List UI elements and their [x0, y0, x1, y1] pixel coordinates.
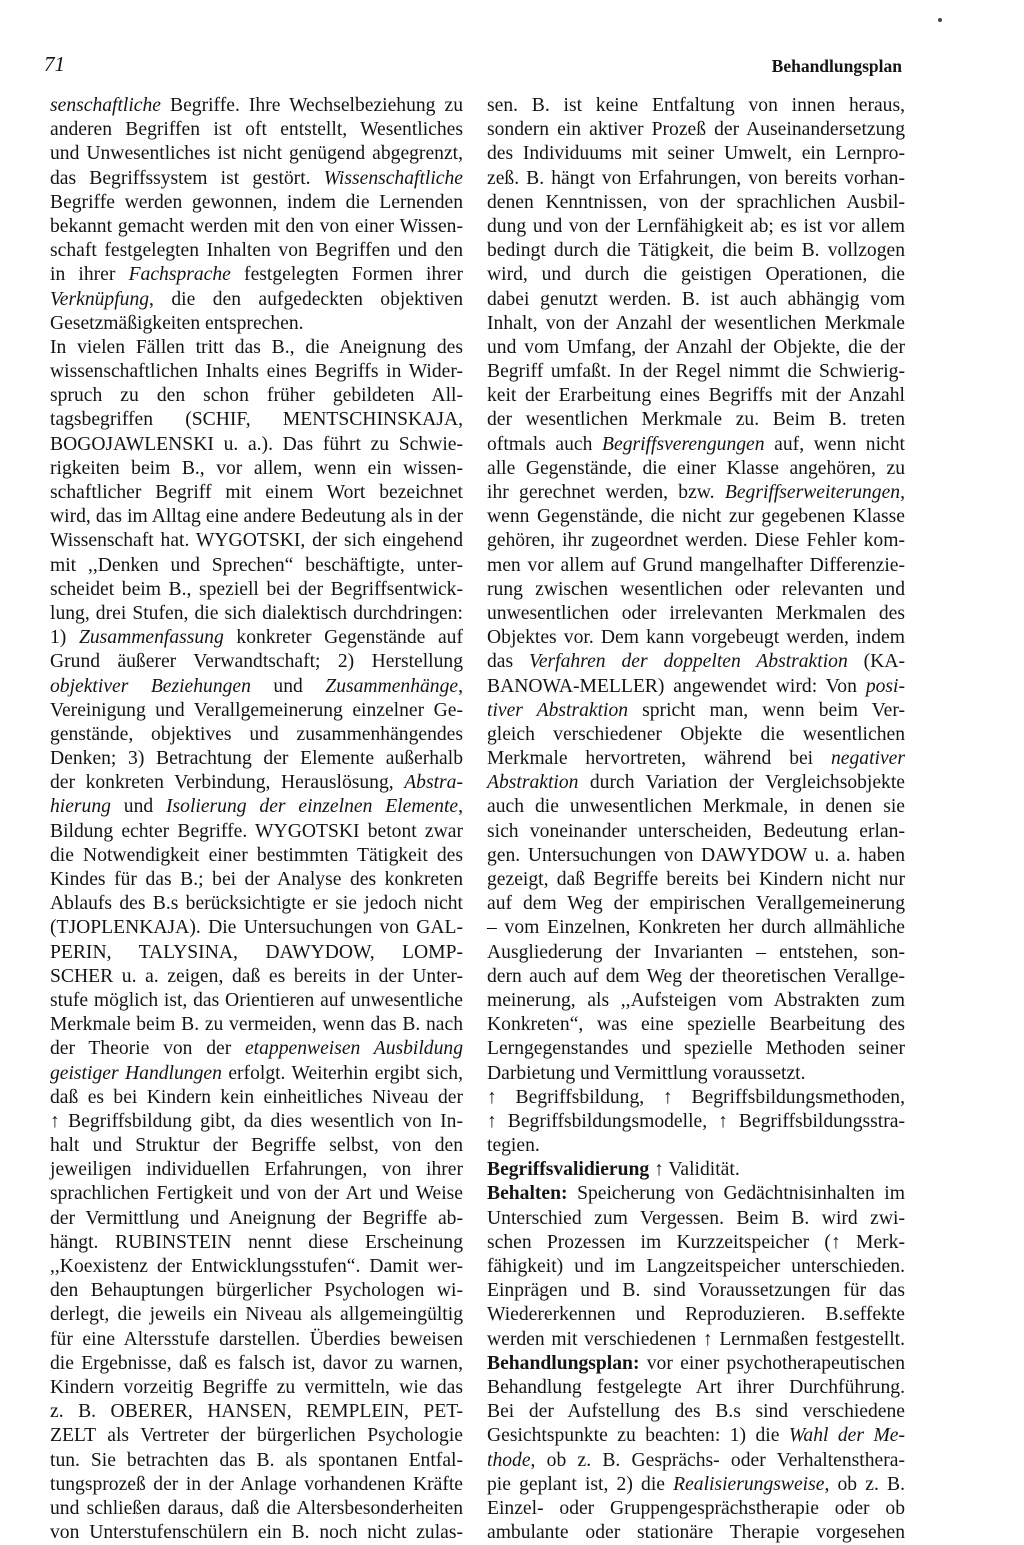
- text-line: men vor allem auf Grund mangelhafter Differenzie-: [487, 554, 905, 576]
- text-line: tun. Sie betrachten das B. als spontanen Entfal-: [50, 1449, 463, 1471]
- page-number: 71: [44, 52, 65, 76]
- text-line: ambulante oder stationäre Therapie vorgesehen: [487, 1522, 905, 1544]
- text-line: Behandlungsplan: vor einer psychotherapeutischen: [487, 1352, 905, 1374]
- text-line: fähigkeit) und im Langzeitspeicher unterschieden.: [487, 1256, 905, 1277]
- text-line: z. B. OBERER, HANSEN, REMPLEIN, PET-: [50, 1401, 463, 1423]
- text-line: Bildung echter Begriffe. WYGOTSKI betont zwar: [50, 820, 463, 842]
- text-line: SCHER u. a. zeigen, daß es bereits in der Unter-: [50, 965, 463, 987]
- text-line: ihr gerechnet werden, bzw. Begriffserweiterungen,: [487, 482, 905, 503]
- text-line: In vielen Fällen tritt das B., die Aneignung des: [50, 336, 463, 358]
- right-text-column: [487, 94, 905, 1545]
- text-line: daß es bei Kindern kein einheitliches Niveau der: [50, 1086, 463, 1108]
- text-line: – vom Einzelnen, Konkreten her durch allmähliche: [487, 917, 905, 939]
- text-line: der Theorie von der etappenweisen Ausbildung: [50, 1038, 463, 1060]
- text-line: für eine Altersstufe darstellen. Überdies beweisen: [50, 1328, 463, 1350]
- text-line: bedingt durch die Tätigkeit, die beim B. vollzogen: [487, 240, 905, 262]
- text-line: ZELT als Vertreter der bürgerlichen Psychologie: [50, 1425, 463, 1447]
- text-line: pie geplant ist, 2) die Realisierungsweise, ob z. B.: [487, 1473, 906, 1495]
- text-line: halt und Struktur der Begriffe selbst, von den: [50, 1135, 463, 1157]
- text-line: scheidet beim B., speziell bei der Begriffsentwick-: [50, 578, 463, 600]
- text-line: spruch zu den schon früher gebildeten All-: [50, 385, 463, 407]
- text-line: sondern ein aktiver Prozeß der Auseinandersetzung: [487, 119, 905, 141]
- text-line: gen. Untersuchungen von DAWYDOW u. a. haben: [487, 844, 905, 866]
- text-line: auch die unwesentlichen Merkmale, in denen sie: [487, 796, 905, 818]
- text-line: keit der Erarbeitung eines Begriffs mit der Anzahl: [487, 385, 905, 407]
- text-line: sen. B. ist keine Entfaltung von innen heraus,: [487, 95, 905, 116]
- text-line: schaft festgelegten Inhalten von Begriffen und den: [50, 240, 463, 262]
- text-line: des Individuums mit seiner Umwelt, ein Lernpro-: [487, 143, 905, 165]
- text-line: das Verfahren der doppelten Abstraktion (KA-: [487, 651, 905, 673]
- text-line: auf dem Weg der empirischen Verallgemeinerung: [487, 893, 905, 915]
- text-line: Grund äußerer Verwandtschaft; 2) Herstellung: [50, 651, 463, 673]
- text-line: wenn Gegenstände, die nicht zur gegebenen Klasse: [487, 506, 905, 528]
- text-line: und Unwesentliches ist nicht genügend abgegrenzt,: [50, 143, 463, 165]
- text-line: Begriffsvalidierung ↑ Validität.: [487, 1159, 740, 1181]
- text-line: alle Gegenstände, die einer Klasse angehören, zu: [487, 457, 905, 479]
- text-line: sich voneinander unterscheiden, Bedeutung erlan-: [487, 820, 905, 842]
- text-line: denen Kenntnissen, von der sprachlichen Ausbil-: [487, 191, 905, 213]
- text-line: dung und von der Lernfähigkeit ab; es ist vor allem: [487, 215, 905, 237]
- text-line: genstände, objektives und zusammenhängendes: [50, 723, 463, 745]
- text-line: die Ergebnisse, daß es falsch ist, davor zu warnen,: [50, 1352, 463, 1374]
- text-line: das Begriffssystem ist gestört. Wissenschaftliche: [50, 167, 463, 189]
- text-line: gehören, ihr zugeordnet werden. Diese Fehler kom-: [487, 530, 905, 552]
- text-line: ↑ Begriffsbildung gibt, da dies wesentlich von In-: [50, 1110, 463, 1132]
- text-line: und schließen daraus, daß die Altersbesonderheiten: [50, 1497, 463, 1519]
- text-line: ,,Koexistenz der Entwicklungsstufen“. Damit wer-: [50, 1256, 463, 1277]
- text-line: thode, ob z. B. Gesprächs- oder Verhaltensthera-: [487, 1449, 905, 1471]
- text-line: oftmals auch Begriffsverengungen auf, wenn nicht: [487, 433, 905, 455]
- text-line: geistiger Handlungen erfolgt. Weiterhin ergibt sich,: [50, 1062, 463, 1084]
- text-line: Bei der Aufstellung des B.s sind verschiedene: [487, 1401, 905, 1423]
- text-line: Begriff umfaßt. In der Regel nimmt die Schwierig-: [487, 361, 905, 383]
- text-line: objektiver Beziehungen und Zusammenhänge,: [50, 675, 463, 697]
- text-line: Abstraktion durch Variation der Vergleichsobjekte: [487, 772, 905, 794]
- text-line: tagsbegriffen (SCHIF, MENTSCHINSKAJA,: [50, 409, 463, 431]
- text-line: der wesentlichen Merkmale zu. Beim B. treten: [487, 409, 905, 431]
- text-line: Kindes für das B.; bei der Analyse des konkreten: [50, 869, 463, 890]
- text-line: Behandlung festgelegte Art ihrer Durchführung.: [487, 1376, 905, 1398]
- text-line: wissenschaftlichen Inhalts eines Begriffs in Wider-: [50, 361, 463, 383]
- text-line: unwesentlichen oder irrelevanten Merkmalen des: [487, 602, 905, 624]
- text-line: Wissenschaft hat. WYGOTSKI, der sich eingehend: [50, 530, 463, 552]
- text-line: BOGOJAWLENSKI u. a.). Das führt zu Schwie-: [50, 433, 463, 455]
- text-line: Konkreten“, was eine spezielle Bearbeitung des: [487, 1014, 905, 1036]
- text-line: rung zwischen wesentlichen oder relevanten und: [487, 578, 905, 600]
- text-line: wird, und durch die geistigen Operationen, die: [487, 264, 905, 286]
- text-line: schaftlicher Begriff mit einem Wort bezeichnet: [50, 482, 463, 503]
- text-line: ↑ Begriffsbildung, ↑ Begriffsbildungsmethoden,: [487, 1086, 905, 1108]
- text-line: Denken; 3) Betrachtung der Elemente außerhalb: [50, 748, 463, 770]
- text-line: dern auch auf dem Weg der theoretischen Verallge-: [487, 965, 905, 987]
- text-line: senschaftliche Begriffe. Ihre Wechselbeziehung zu: [50, 95, 463, 116]
- text-line: Merkmale hervortreten, während bei negativer: [487, 748, 905, 770]
- text-line: Begriffe werden gewonnen, indem die Lernenden: [50, 191, 463, 213]
- text-line: gleich verschiedener Objekte die wesentlichen: [487, 723, 905, 745]
- text-line: Wiedererkennen und Reproduzieren. B.seffekte: [487, 1304, 905, 1326]
- text-line: Behalten: Speicherung von Gedächtnisinhalten im: [487, 1183, 905, 1205]
- text-line: stufe möglich ist, das Orientieren auf unwesentliche: [50, 989, 463, 1011]
- text-line: mit ,,Denken und Sprechen“ beschäftigte, unter-: [50, 554, 463, 576]
- text-line: wird, das im Alltag eine andere Bedeutung als in der: [50, 506, 463, 528]
- text-line: meinerung, als ,,Aufsteigen vom Abstrakten zum: [487, 989, 905, 1011]
- text-line: Ausgliederung der Invarianten – entstehen, son-: [487, 941, 905, 963]
- text-line: Einprägen und B. sind Voraussetzungen für das: [487, 1280, 905, 1302]
- text-line: jeweiligen individuellen Erfahrungen, von ihrer: [50, 1159, 463, 1181]
- text-line: von Unterstufenschülern ein B. noch nicht zulas-: [50, 1522, 463, 1544]
- text-line: und vom Umfang, der Anzahl der Objekte, die der: [487, 336, 905, 358]
- text-line: schen Prozessen im Kurzzeitspeicher (↑ Merk-: [487, 1231, 905, 1253]
- text-line: Ablaufs des B.s berücksichtigte er sie jedoch nicht: [50, 893, 463, 915]
- text-line: tiver Abstraktion spricht man, wenn beim Ver-: [487, 699, 905, 721]
- text-line: Objektes vor. Dem kann vorgebeugt werden, indem: [487, 627, 905, 649]
- text-line: gezeigt, daß Begriffe bereits bei Kindern nicht nur: [487, 869, 905, 890]
- text-line: 1) Zusammenfassung konkreter Gegenstände auf: [50, 627, 463, 649]
- text-line: ↑ Begriffsbildungsmodelle, ↑ Begriffsbildungsstra-: [487, 1110, 905, 1132]
- text-line: bekannt gemacht werden mit den von einer Wissen-: [50, 215, 463, 237]
- text-line: anderen Begriffen ist oft entstellt, Wesentliches: [50, 119, 463, 141]
- text-line: in ihrer Fachsprache festgelegten Formen ihrer: [50, 264, 463, 286]
- text-line: Gesetzmäßigkeiten entsprechen.: [50, 312, 304, 334]
- text-line: lung, drei Stufen, die sich dialektisch durchdringen:: [50, 602, 463, 624]
- text-line: Lerngegenstandes und spezielle Methoden seiner: [487, 1038, 905, 1060]
- text-line: Kindern vorzeitig Begriffe zu vermitteln, wie das: [50, 1376, 463, 1398]
- text-line: dabei genutzt werden. B. ist auch abhängig vom: [487, 288, 905, 310]
- text-line: Inhalt, von der Anzahl der wesentlichen Merkmale: [487, 312, 905, 334]
- scan-speck: [938, 18, 942, 22]
- text-line: derlegt, die jeweils ein Niveau als allgemeingültig: [50, 1304, 463, 1326]
- text-line: hängt. RUBINSTEIN nennt diese Erscheinung: [50, 1231, 463, 1253]
- text-line: tegien.: [487, 1135, 540, 1157]
- text-line: die Notwendigkeit einer bestimmten Tätigkeit des: [50, 844, 463, 866]
- text-line: Unterschied zum Vergessen. Beim B. wird zwi-: [487, 1207, 905, 1229]
- text-line: PERIN, TALYSINA, DAWYDOW, LOMP-: [50, 941, 463, 963]
- text-line: rigkeiten beim B., vor allem, wenn ein wissen-: [50, 457, 463, 479]
- text-line: hierung und Isolierung der einzelnen Elemente,: [50, 796, 464, 818]
- text-line: Gesichtspunkte zu beachten: 1) die Wahl der Me-: [487, 1425, 905, 1447]
- left-text-column: [50, 94, 463, 1545]
- text-line: sprachlichen Fertigkeit und von der Art und Weise: [50, 1183, 463, 1205]
- text-line: der Vermittlung und Aneignung der Begriffe ab-: [50, 1207, 463, 1229]
- text-line: Merkmale beim B. zu vermeiden, wenn das B. nach: [50, 1014, 463, 1036]
- text-line: der konkreten Verbindung, Herauslösung, Abstra-: [50, 772, 463, 794]
- running-head: Behandlungsplan: [771, 56, 902, 76]
- text-line: Einzel- oder Gruppengesprächstherapie oder ob: [487, 1497, 905, 1519]
- text-line: Verknüpfung, die den aufgedeckten objektiven: [50, 288, 463, 310]
- text-line: Vereinigung und Verallgemeinerung einzelner Ge-: [50, 699, 463, 721]
- text-line: Darbietung und Vermittlung voraussetzt.: [487, 1062, 806, 1084]
- text-line: (TJOPLENKAJA). Die Untersuchungen von GAL-: [50, 917, 463, 939]
- text-line: zeß. B. hängt von Erfahrungen, von bereits vorhan-: [487, 167, 905, 189]
- text-line: den Behauptungen bürgerlicher Psychologen wi-: [50, 1280, 463, 1302]
- text-line: werden mit verschiedenen ↑ Lernmaßen festgestellt.: [487, 1328, 905, 1350]
- text-line: tungsprozeß der in der Anlage vorhandenen Kräfte: [50, 1473, 463, 1495]
- text-line: BANOWA-MELLER) angewendet wird: Von posi-: [487, 675, 905, 697]
